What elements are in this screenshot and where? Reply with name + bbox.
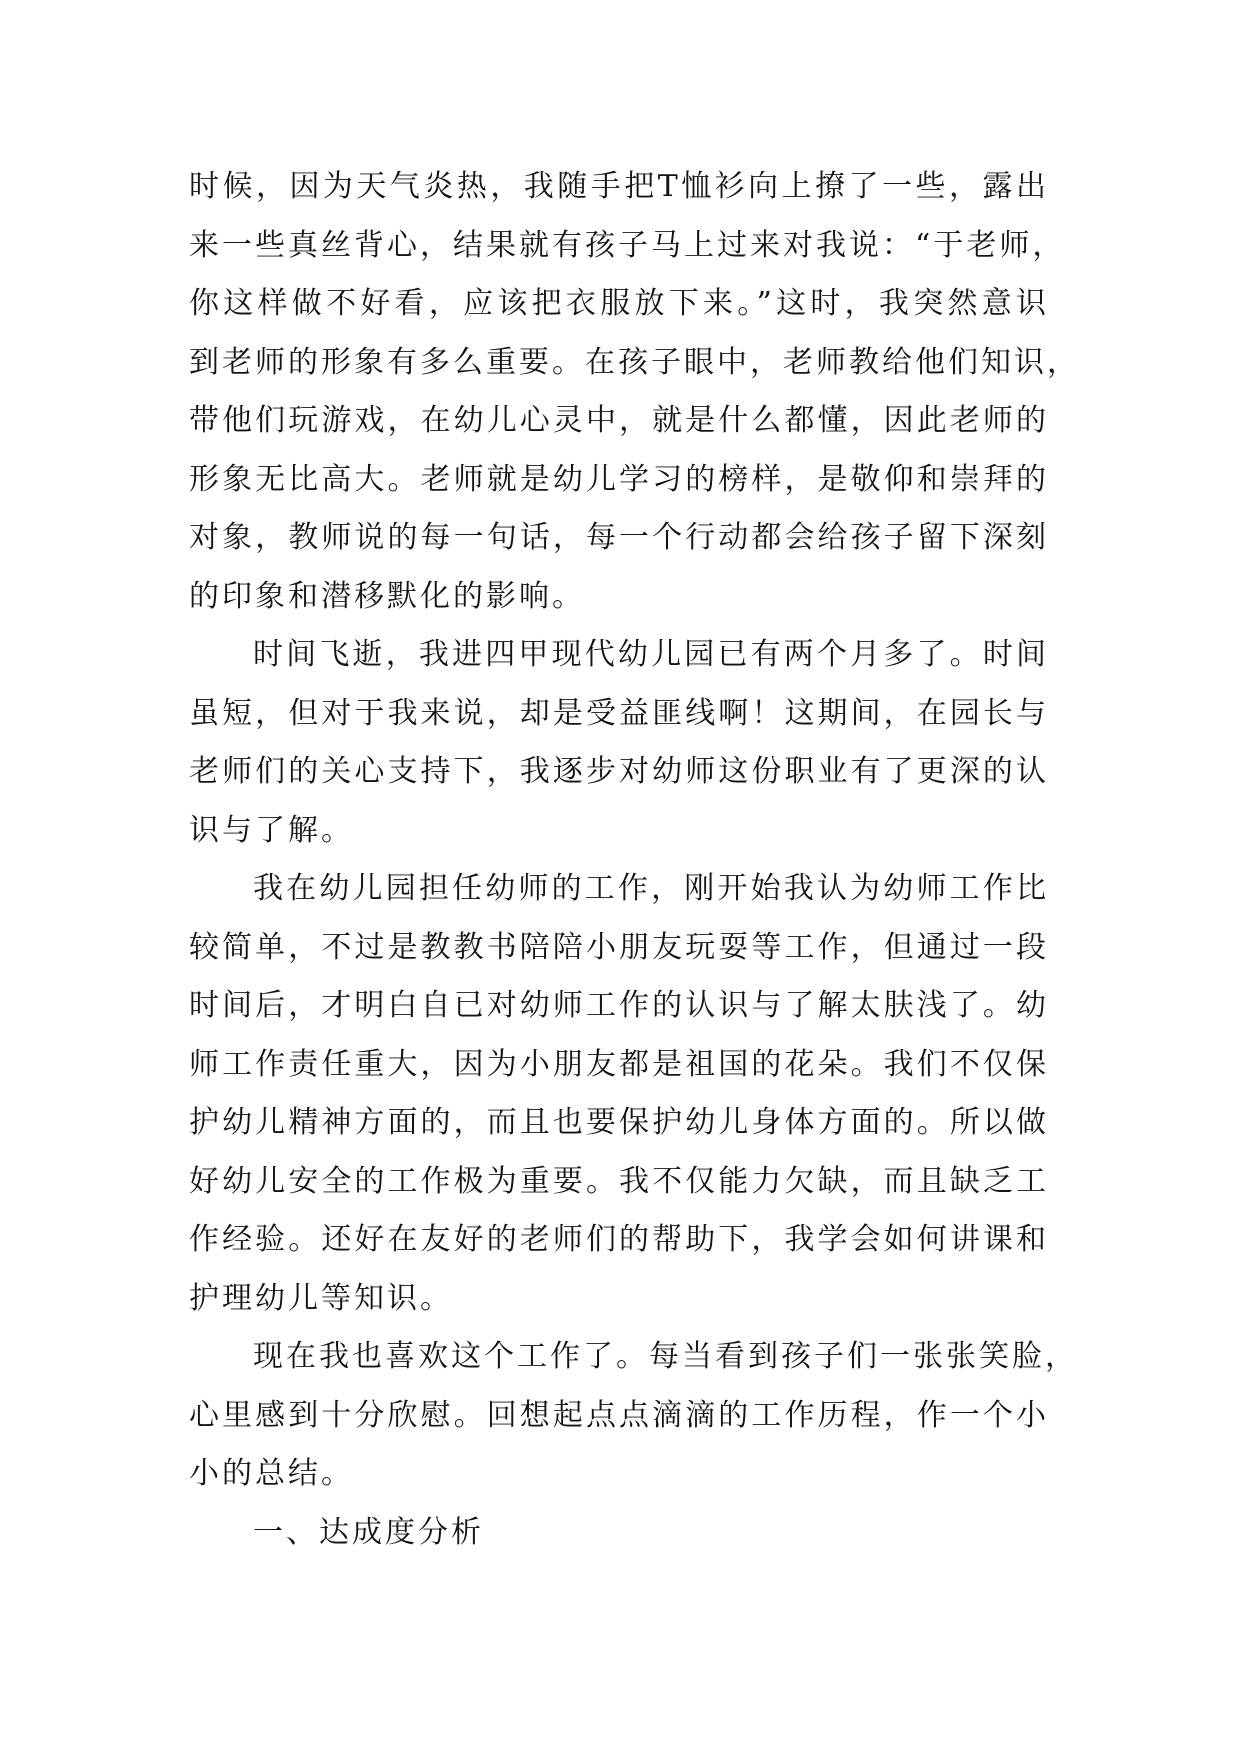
text-line: 心里感到十分欣慰。回想起点点滴滴的工作历程，作一个小 xyxy=(189,1397,1049,1433)
text-line: 作经验。还好在友好的老师们的帮助下，我学会如何讲课和 xyxy=(189,1222,1049,1257)
text-line: 时候，因为天气炎热，我随手把T恤衫向上撩了一些，露出 xyxy=(189,169,1049,204)
paragraph-first-line: 现在我也喜欢这个工作了。每当看到孩子们一张张笑脸， xyxy=(253,1339,1078,1374)
text-line: 小的总结。 xyxy=(189,1456,354,1491)
section-heading: 一、达成度分析 xyxy=(253,1514,484,1550)
text-line: 老师们的关心支持下，我逐步对幼师这份职业有了更深的认 xyxy=(189,754,1049,789)
text-line: 的印象和潜移默化的影响。 xyxy=(189,578,585,614)
text-line: 来一些真丝背心，结果就有孩子马上过来对我说：“于老师， xyxy=(189,227,1066,263)
text-line: 识与了解。 xyxy=(189,812,354,848)
text-line: 护理幼儿等知识。 xyxy=(189,1280,453,1316)
text-line: 师工作责任重大，因为小朋友都是祖国的花朵。我们不仅保 xyxy=(189,1046,1049,1082)
text-line: 对象，教师说的每一句话，每一个行动都会给孩子留下深刻 xyxy=(189,520,1049,555)
paragraph-first-line: 时间飞逝，我进四甲现代幼儿园已有两个月多了。时间 xyxy=(253,637,1049,672)
document-body xyxy=(189,158,1080,1562)
paragraph-first-line: 我在幼儿园担任幼师的工作，刚开始我认为幼师工作比 xyxy=(253,871,1049,906)
text-line: 虽短，但对于我来说，却是受益匪线啊！这期间，在园长与 xyxy=(189,695,1049,731)
text-line: 带他们玩游戏，在幼儿心灵中，就是什么都懂，因此老师的 xyxy=(189,403,1049,438)
text-line: 你这样做不好看，应该把衣服放下来。”这时，我突然意识 xyxy=(189,286,1049,321)
text-line: 护幼儿精神方面的，而且也要保护幼儿身体方面的。所以做 xyxy=(189,1105,1049,1140)
text-line: 好幼儿安全的工作极为重要。我不仅能力欠缺，而且缺乏工 xyxy=(189,1163,1049,1199)
text-line: 较简单，不过是教教书陪陪小朋友玩耍等工作，但通过一段 xyxy=(189,929,1049,965)
text-line: 形象无比高大。老师就是幼儿学习的榜样，是敬仰和崇拜的 xyxy=(189,461,1049,497)
text-line: 时间后，才明白自已对幼师工作的认识与了解太肤浅了。幼 xyxy=(189,988,1049,1023)
text-line: 到老师的形象有多么重要。在孩子眼中，老师教给他们知识， xyxy=(189,344,1080,380)
